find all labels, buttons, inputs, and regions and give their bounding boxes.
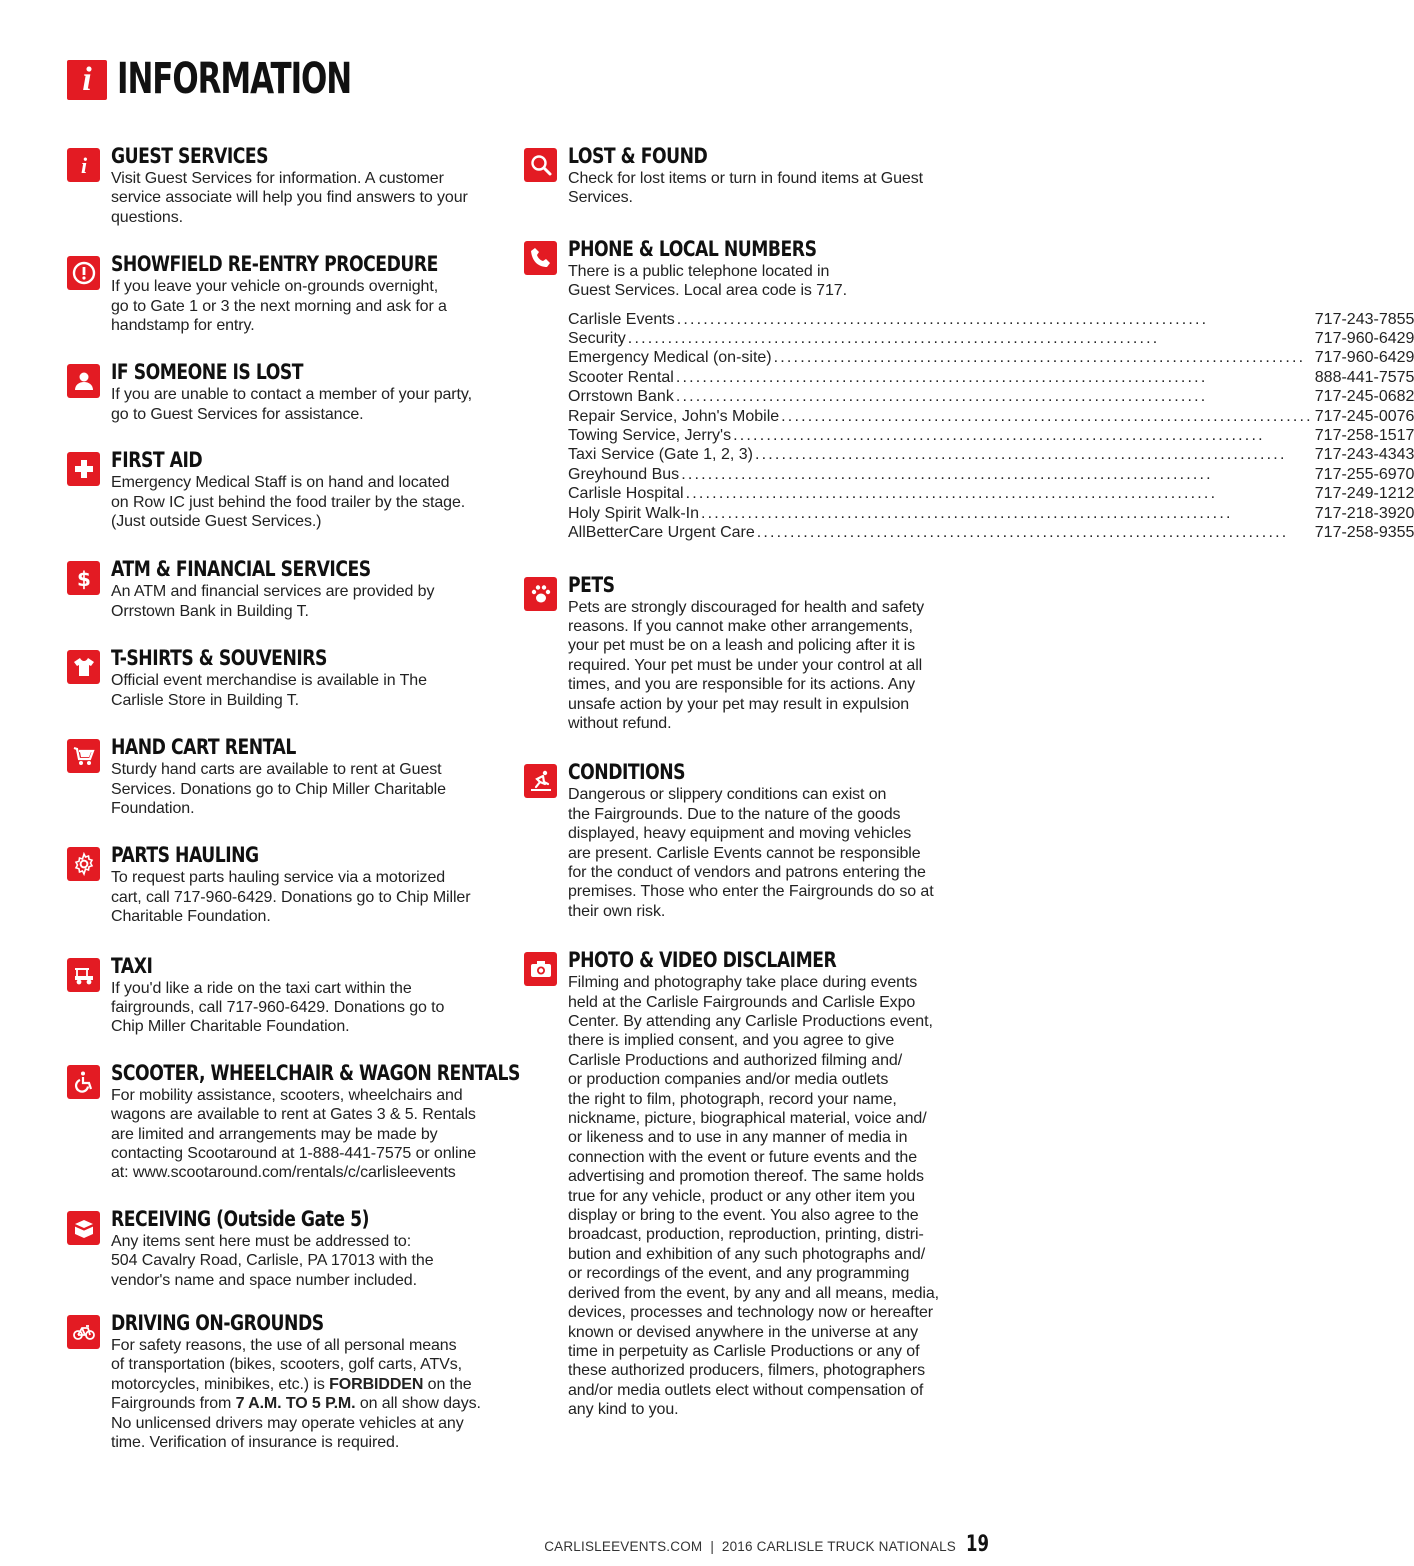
phone-icon-glyph: [529, 246, 553, 270]
phone-name: Greyhound Bus: [568, 465, 680, 483]
section-atm: [67, 558, 507, 621]
dot-leader: ................................................................................: [685, 485, 1218, 503]
phone-name: Scooter Rental: [568, 368, 674, 386]
cart-icon: [67, 739, 100, 773]
package-icon-glyph: [72, 1216, 96, 1240]
phone-name: Taxi Service (Gate 1, 2, 3): [568, 446, 753, 464]
footer-separator: |: [710, 1539, 714, 1554]
phone-name: Security: [568, 330, 626, 348]
section-receiving: [67, 1208, 507, 1290]
camera-icon: [524, 952, 557, 986]
phone-row: [568, 387, 1414, 406]
section-title: LOST & FOUND: [568, 144, 708, 169]
info-icon: i: [67, 60, 107, 100]
person-icon: [67, 364, 100, 398]
phone-number[interactable]: 717-245-0682: [1314, 388, 1414, 406]
slip-icon-glyph: [529, 769, 553, 793]
phone-name: Emergency Medical (on-site): [568, 349, 772, 367]
magnifier-icon-glyph: [529, 153, 553, 177]
dot-leader: ................................................................................: [700, 504, 1233, 522]
section-conditions: [524, 761, 964, 921]
golfcart-icon-glyph: [72, 963, 96, 987]
wheelchair-icon: [67, 1065, 100, 1099]
section-title: TAXI: [111, 953, 153, 979]
section-taxi: [67, 955, 507, 1037]
page-title: INFORMATION: [117, 53, 352, 104]
dot-leader: ................................................................................: [676, 310, 1209, 328]
dot-leader: ................................................................................: [675, 368, 1208, 386]
section-title: PHONE & LOCAL NUMBERS: [568, 236, 817, 262]
phone-row: [568, 523, 1414, 542]
section-text: If you are unable to contact a member of your party, go to Guest Services for assistance.: [111, 386, 472, 423]
phone-row: [568, 329, 1414, 348]
tshirt-icon: [67, 650, 100, 684]
info-icon-glyph: [72, 153, 96, 177]
section-title: SCOOTER, WHEELCHAIR & WAGON RENTALS: [111, 1060, 520, 1086]
phone-list: [568, 310, 1414, 543]
dot-leader: ................................................................................: [627, 330, 1160, 348]
section-text: Any items sent here must be addressed to: 504 Cavalry Road, Carlisle, PA 17013 with the vendor's name and space number included.: [111, 1232, 434, 1289]
phone-number[interactable]: 717-218-3920: [1314, 504, 1414, 522]
phone-name: Carlisle Events: [568, 310, 675, 328]
section-text: Dangerous or slippery conditions can exist on the Fairgrounds. Due to the nature of the goods displayed, heavy equipment and moving vehicles are present. Carlisle Events cannot be responsible for the conduct of vendors and patrons entering the premises. Those who enter the Fairgrounds do so at their own risk.: [568, 786, 934, 920]
svg-text:i: i: [80, 153, 87, 178]
cross-icon: [67, 452, 100, 486]
page-footer: [544, 1532, 989, 1557]
section-text: If you'd like a ride on the taxi cart within the fairgrounds, call 717-960-6429. Donations go to Chip Miller Charitable Foundation.: [111, 979, 445, 1036]
phone-row: [568, 426, 1414, 445]
cart-icon-glyph: [72, 744, 96, 768]
phone-number[interactable]: 717-258-1517: [1314, 427, 1414, 445]
section-parts: [67, 844, 507, 926]
phone-name: Repair Service, John's Mobile: [568, 407, 780, 425]
phone-row: [568, 484, 1414, 503]
section-text: Sturdy hand carts are available to rent at Guest Services. Donations go to Chip Miller Charitable Foundation.: [111, 761, 446, 817]
wheelchair-icon-glyph: [72, 1070, 96, 1094]
section-title: DRIVING ON-GROUNDS: [111, 1311, 324, 1336]
paw-icon: [524, 577, 557, 611]
section-text: Visit Guest Services for information. A customer service associate will help you find answers to your questions.: [111, 170, 468, 226]
phone-row: [568, 348, 1414, 367]
section-title: ATM & FINANCIAL SERVICES: [111, 557, 371, 583]
phone-number[interactable]: 888-441-7575: [1314, 368, 1414, 386]
section-text: If you leave your vehicle on-grounds overnight, go to Gate 1 or 3 the next morning and ask for a handstamp for entry.: [111, 278, 447, 335]
footer-publication: 2016 CARLISLE TRUCK NATIONALS: [721, 1539, 956, 1554]
dot-leader: ................................................................................: [733, 427, 1265, 445]
section-text: Emergency Medical Staff is on hand and located on Row IC just behind the food trailer by the stage. (Just outside Guest Services.): [111, 474, 466, 531]
page-header: [67, 53, 442, 104]
section-text: There is a public telephone located in Guest Services. Local area code is 717.: [568, 262, 847, 300]
dot-leader: ................................................................................: [773, 349, 1306, 367]
phone-row: [568, 368, 1414, 387]
section-firstaid: [67, 449, 507, 531]
section-driving: [67, 1312, 507, 1452]
camera-icon-glyph: [529, 957, 553, 981]
section-title: FIRST AID: [111, 448, 203, 474]
phone-number[interactable]: 717-258-9355: [1314, 524, 1414, 542]
phone-number[interactable]: 717-960-6429: [1314, 330, 1414, 348]
section-pets: [524, 574, 964, 734]
page-number: 19: [966, 1532, 989, 1557]
phone-row: [568, 465, 1414, 484]
section-phone: [524, 236, 1414, 543]
section-title: PETS: [568, 572, 615, 598]
section-title: HAND CART RENTAL: [111, 735, 296, 761]
gear-icon: [67, 847, 100, 881]
section-scooter: [67, 1060, 520, 1183]
phone-row: [568, 310, 1414, 329]
section-lost-found: [524, 145, 964, 208]
gear-icon-glyph: [72, 852, 96, 876]
dot-leader: ................................................................................: [675, 388, 1208, 406]
paw-icon-glyph: [529, 582, 553, 606]
phone-number[interactable]: 717-243-4343: [1314, 446, 1414, 464]
section-text: Check for lost items or turn in found items at Guest Services.: [568, 170, 923, 207]
dot-leader: ................................................................................: [756, 524, 1289, 542]
section-reentry: [67, 253, 507, 335]
phone-name: Carlisle Hospital: [568, 485, 684, 503]
footer-site[interactable]: CARLISLEEVENTS.COM: [544, 1539, 703, 1554]
section-guest: [67, 145, 507, 227]
right-column: [524, 144, 1414, 1420]
section-text: An ATM and financial services are provided by Orrstown Bank in Building T.: [111, 583, 435, 620]
phone-name: Orrstown Bank: [568, 388, 674, 406]
phone-row: [568, 445, 1414, 464]
section-handcart: [67, 736, 507, 818]
dot-leader: ................................................................................: [781, 407, 1313, 425]
section-title: PHOTO & VIDEO DISCLAIMER: [568, 948, 837, 974]
phone-number[interactable]: 717-245-0076: [1314, 407, 1414, 425]
dot-leader: ................................................................................: [754, 446, 1287, 464]
package-icon: [67, 1211, 100, 1245]
dot-leader: ................................................................................: [681, 465, 1213, 483]
section-title: CONDITIONS: [568, 760, 686, 786]
phone-icon: [524, 241, 557, 275]
info-icon: [67, 148, 100, 182]
section-text: For mobility assistance, scooters, wheelchairs and wagons are available to rent at Gates 3 & 5. Rentals are limited and arrangements may be made by contacting Scootaround at 1-888-441-7575 or online at: www.scootaround.com/rentals/c/carlisleevents: [111, 1086, 477, 1182]
phone-row: [568, 407, 1414, 426]
section-text: Filming and photography take place during events held at the Carlisle Fairgrounds and Carlisle Expo Center. By attending any Carlisle Productions event, there is implied consent, and you agree to give Carlisle Productions and authorized filming and/ or production companies and/or media outlets the right to film, photograph, record your name, nickname, picture, biographical material, voice and/ or likeness and to use in any manner of media in connection with the event or future events and the advertising and promotion thereof. The same holds true for any vehicle, product or any other item you display or bring to the event. You also agree to the broadcast, production, reproduction, printing, distri- bution and exhibition of any such photographs and/ or recordings of the event, and any programming derived from the event, by any and all means, media, devices, processes and technology now or hereafter known or devised anywhere in the universe at any time in perpetuity as Carlisle Productions or any of these authorized producers, filmers, photographers and/or media outlets elect without compensation of any kind to you.: [568, 974, 940, 1419]
section-text: Pets are strongly discouraged for health and safety reasons. If you cannot make other arrangements, your pet must be on a leash and policing after it is required. Your pet must be under your control at all times, and you are responsible for its actions. Any unsafe action by your pet may result in expulsion without refund.: [568, 598, 925, 732]
section-lost: [67, 361, 507, 424]
left-column: [67, 144, 520, 1452]
phone-name: Holy Spirit Walk-In: [568, 504, 699, 522]
dollar-icon-glyph: [72, 566, 96, 590]
section-tshirts: [67, 647, 507, 710]
section-title: SHOWFIELD RE-ENTRY PROCEDURE: [111, 252, 438, 278]
section-title: T-SHIRTS & SOUVENIRS: [111, 646, 327, 672]
section-text: Official event merchandise is available in The Carlisle Store in Building T.: [111, 672, 427, 709]
phone-number[interactable]: 717-255-6970: [1314, 465, 1414, 483]
section-title: PARTS HAULING: [111, 843, 259, 869]
section-title: IF SOMEONE IS LOST: [111, 360, 303, 386]
bicycle-icon-glyph: [72, 1320, 96, 1344]
phone-name: AllBetterCare Urgent Care: [568, 524, 755, 542]
phone-number[interactable]: 717-249-1212: [1314, 485, 1414, 503]
section-text: To request parts hauling service via a motorized cart, call 717-960-6429. Donations go to Chip Miller Charitable Foundation.: [111, 869, 471, 926]
phone-row: [568, 504, 1414, 523]
phone-number[interactable]: 717-960-6429: [1314, 349, 1414, 367]
bicycle-icon: [67, 1315, 100, 1349]
alert-icon: [67, 256, 100, 290]
phone-number[interactable]: 717-243-7855: [1314, 310, 1414, 328]
tshirt-icon-glyph: [72, 655, 96, 679]
alert-icon-glyph: [72, 261, 96, 285]
section-text: For safety reasons, the use of all personal means of transportation (bikes, scooters, golf carts, ATVs, motorcycles, minibikes, etc.) is FORBIDDEN on the Fairgrounds from 7 A.M. TO 5 P.M. on all show days. No unlicensed drivers may operate vehicles at any time. Verification of insurance is required.: [111, 1337, 481, 1452]
cross-icon-glyph: [72, 457, 96, 481]
golfcart-icon: [67, 958, 100, 992]
section-title: RECEIVING (Outside Gate 5): [111, 1206, 369, 1232]
magnifier-icon: [524, 148, 557, 182]
svg-text:$: $: [76, 567, 91, 592]
section-title: GUEST SERVICES: [111, 144, 269, 169]
section-photo-disclaimer: [524, 949, 964, 1419]
slip-icon: [524, 764, 557, 798]
person-icon-glyph: [72, 369, 96, 393]
dollar-icon: [67, 561, 100, 595]
phone-name: Towing Service, Jerry's: [568, 427, 732, 445]
